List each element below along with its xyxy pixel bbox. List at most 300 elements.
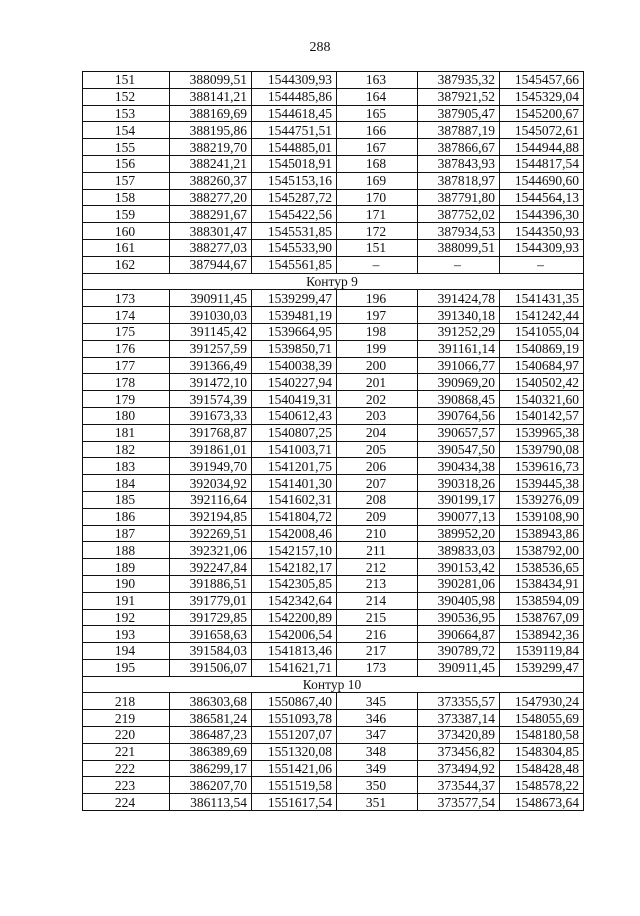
y-coordinate-cell: 1545018,91 bbox=[252, 155, 337, 172]
y-coordinate-cell: 1541003,71 bbox=[252, 441, 337, 458]
point-number-cell: 188 bbox=[83, 542, 170, 559]
y-coordinate-cell: 1539616,73 bbox=[500, 458, 584, 475]
point-number-cell: 217 bbox=[337, 643, 418, 660]
y-coordinate-cell: 1544751,51 bbox=[252, 122, 337, 139]
x-coordinate-cell: 390764,56 bbox=[418, 407, 500, 424]
y-coordinate-cell: 1540502,42 bbox=[500, 374, 584, 391]
x-coordinate-cell: 391861,01 bbox=[170, 441, 252, 458]
y-coordinate-cell: 1541431,35 bbox=[500, 290, 584, 307]
x-coordinate-cell: 390199,17 bbox=[418, 491, 500, 508]
y-coordinate-cell: 1541804,72 bbox=[252, 508, 337, 525]
point-number-cell: 171 bbox=[337, 206, 418, 223]
y-coordinate-cell: 1540684,97 bbox=[500, 357, 584, 374]
y-coordinate-cell: 1550867,40 bbox=[252, 693, 337, 710]
point-number-cell: 173 bbox=[337, 659, 418, 676]
point-number-cell: 207 bbox=[337, 475, 418, 492]
x-coordinate-cell: 391030,03 bbox=[170, 307, 252, 324]
x-coordinate-cell: 386299,17 bbox=[170, 760, 252, 777]
point-number-cell: 156 bbox=[83, 155, 170, 172]
point-number-cell: 345 bbox=[337, 693, 418, 710]
point-number-cell: 223 bbox=[83, 777, 170, 794]
point-number-cell: – bbox=[337, 256, 418, 273]
point-number-cell: 193 bbox=[83, 626, 170, 643]
x-coordinate-cell: 390789,72 bbox=[418, 643, 500, 660]
point-number-cell: 154 bbox=[83, 122, 170, 139]
table-row bbox=[83, 475, 584, 492]
point-number-cell: 202 bbox=[337, 391, 418, 408]
y-coordinate-cell: 1541055,04 bbox=[500, 323, 584, 340]
x-coordinate-cell: 373494,92 bbox=[418, 760, 500, 777]
point-number-cell: 200 bbox=[337, 357, 418, 374]
table-row bbox=[83, 458, 584, 475]
y-coordinate-cell: 1539481,19 bbox=[252, 307, 337, 324]
x-coordinate-cell: 387752,02 bbox=[418, 206, 500, 223]
x-coordinate-cell: 392269,51 bbox=[170, 525, 252, 542]
y-coordinate-cell: 1551207,07 bbox=[252, 727, 337, 744]
point-number-cell: 192 bbox=[83, 609, 170, 626]
coordinates-table bbox=[82, 71, 584, 811]
point-number-cell: 187 bbox=[83, 525, 170, 542]
table-row bbox=[83, 172, 584, 189]
point-number-cell: 174 bbox=[83, 307, 170, 324]
x-coordinate-cell: 391424,78 bbox=[418, 290, 500, 307]
y-coordinate-cell: 1545533,90 bbox=[252, 239, 337, 256]
y-coordinate-cell: 1548673,64 bbox=[500, 794, 584, 811]
x-coordinate-cell: 391574,39 bbox=[170, 391, 252, 408]
point-number-cell: 166 bbox=[337, 122, 418, 139]
point-number-cell: 219 bbox=[83, 710, 170, 727]
x-coordinate-cell: 392247,84 bbox=[170, 559, 252, 576]
contour-heading: Контур 9 bbox=[83, 273, 584, 290]
x-coordinate-cell: 386113,54 bbox=[170, 794, 252, 811]
x-coordinate-cell: 373456,82 bbox=[418, 743, 500, 760]
y-coordinate-cell: 1542182,17 bbox=[252, 559, 337, 576]
y-coordinate-cell: 1544309,93 bbox=[252, 72, 337, 89]
y-coordinate-cell: 1544944,88 bbox=[500, 139, 584, 156]
y-coordinate-cell: 1538792,00 bbox=[500, 542, 584, 559]
point-number-cell: 204 bbox=[337, 424, 418, 441]
y-coordinate-cell: 1539299,47 bbox=[252, 290, 337, 307]
x-coordinate-cell: 390657,57 bbox=[418, 424, 500, 441]
y-coordinate-cell: 1551093,78 bbox=[252, 710, 337, 727]
point-number-cell: 221 bbox=[83, 743, 170, 760]
y-coordinate-cell: 1539108,90 bbox=[500, 508, 584, 525]
y-coordinate-cell: 1538536,65 bbox=[500, 559, 584, 576]
x-coordinate-cell: 392116,64 bbox=[170, 491, 252, 508]
x-coordinate-cell: 389833,03 bbox=[418, 542, 500, 559]
x-coordinate-cell: 388260,37 bbox=[170, 172, 252, 189]
table-row bbox=[83, 592, 584, 609]
x-coordinate-cell: 386207,70 bbox=[170, 777, 252, 794]
x-coordinate-cell: 388291,67 bbox=[170, 206, 252, 223]
point-number-cell: 198 bbox=[337, 323, 418, 340]
y-coordinate-cell: 1540807,25 bbox=[252, 424, 337, 441]
point-number-cell: 351 bbox=[337, 794, 418, 811]
table-row bbox=[83, 223, 584, 240]
point-number-cell: 165 bbox=[337, 105, 418, 122]
y-coordinate-cell: 1545561,85 bbox=[252, 256, 337, 273]
y-coordinate-cell: 1545329,04 bbox=[500, 88, 584, 105]
contour-heading: Контур 10 bbox=[83, 676, 584, 693]
table-row bbox=[83, 626, 584, 643]
point-number-cell: 224 bbox=[83, 794, 170, 811]
x-coordinate-cell: 388301,47 bbox=[170, 223, 252, 240]
table-row bbox=[83, 525, 584, 542]
y-coordinate-cell: 1541201,75 bbox=[252, 458, 337, 475]
y-coordinate-cell: 1541621,71 bbox=[252, 659, 337, 676]
point-number-cell: 151 bbox=[83, 72, 170, 89]
y-coordinate-cell: 1545287,72 bbox=[252, 189, 337, 206]
y-coordinate-cell: 1544690,60 bbox=[500, 172, 584, 189]
table-row bbox=[83, 307, 584, 324]
y-coordinate-cell: 1540142,57 bbox=[500, 407, 584, 424]
y-coordinate-cell: 1545153,16 bbox=[252, 172, 337, 189]
x-coordinate-cell: 391366,49 bbox=[170, 357, 252, 374]
x-coordinate-cell: 391673,33 bbox=[170, 407, 252, 424]
x-coordinate-cell: 391949,70 bbox=[170, 458, 252, 475]
y-coordinate-cell: 1542157,10 bbox=[252, 542, 337, 559]
x-coordinate-cell: 388141,21 bbox=[170, 88, 252, 105]
x-coordinate-cell: 390547,50 bbox=[418, 441, 500, 458]
x-coordinate-cell: 391161,14 bbox=[418, 340, 500, 357]
table-row bbox=[83, 559, 584, 576]
point-number-cell: 201 bbox=[337, 374, 418, 391]
y-coordinate-cell: 1545531,85 bbox=[252, 223, 337, 240]
point-number-cell: 177 bbox=[83, 357, 170, 374]
point-number-cell: 213 bbox=[337, 575, 418, 592]
x-coordinate-cell: 387921,52 bbox=[418, 88, 500, 105]
x-coordinate-cell: 391768,87 bbox=[170, 424, 252, 441]
y-coordinate-cell: 1538434,91 bbox=[500, 575, 584, 592]
page-number: 288 bbox=[309, 40, 331, 55]
x-coordinate-cell: – bbox=[418, 256, 500, 273]
point-number-cell: 155 bbox=[83, 139, 170, 156]
x-coordinate-cell: 391779,01 bbox=[170, 592, 252, 609]
point-number-cell: 189 bbox=[83, 559, 170, 576]
point-number-cell: 161 bbox=[83, 239, 170, 256]
x-coordinate-cell: 391340,18 bbox=[418, 307, 500, 324]
point-number-cell: 348 bbox=[337, 743, 418, 760]
point-number-cell: 178 bbox=[83, 374, 170, 391]
y-coordinate-cell: 1551421,06 bbox=[252, 760, 337, 777]
x-coordinate-cell: 390911,45 bbox=[170, 290, 252, 307]
y-coordinate-cell: 1540612,43 bbox=[252, 407, 337, 424]
point-number-cell: 180 bbox=[83, 407, 170, 424]
y-coordinate-cell: 1542008,46 bbox=[252, 525, 337, 542]
y-coordinate-cell: 1540038,39 bbox=[252, 357, 337, 374]
x-coordinate-cell: 373544,37 bbox=[418, 777, 500, 794]
x-coordinate-cell: 390153,42 bbox=[418, 559, 500, 576]
point-number-cell: 215 bbox=[337, 609, 418, 626]
table-row bbox=[83, 441, 584, 458]
y-coordinate-cell: 1542006,54 bbox=[252, 626, 337, 643]
contour-heading-row bbox=[83, 676, 584, 693]
point-number-cell: 173 bbox=[83, 290, 170, 307]
y-coordinate-cell: 1545422,56 bbox=[252, 206, 337, 223]
point-number-cell: 205 bbox=[337, 441, 418, 458]
y-coordinate-cell: 1542200,89 bbox=[252, 609, 337, 626]
table-row bbox=[83, 659, 584, 676]
table-row bbox=[83, 424, 584, 441]
x-coordinate-cell: 392321,06 bbox=[170, 542, 252, 559]
table-row bbox=[83, 609, 584, 626]
point-number-cell: 203 bbox=[337, 407, 418, 424]
point-number-cell: 197 bbox=[337, 307, 418, 324]
y-coordinate-cell: 1539850,71 bbox=[252, 340, 337, 357]
point-number-cell: 176 bbox=[83, 340, 170, 357]
y-coordinate-cell: 1538594,09 bbox=[500, 592, 584, 609]
x-coordinate-cell: 388099,51 bbox=[170, 72, 252, 89]
y-coordinate-cell: 1539276,09 bbox=[500, 491, 584, 508]
x-coordinate-cell: 373420,89 bbox=[418, 727, 500, 744]
y-coordinate-cell: 1540419,31 bbox=[252, 391, 337, 408]
x-coordinate-cell: 386389,69 bbox=[170, 743, 252, 760]
y-coordinate-cell: 1551519,58 bbox=[252, 777, 337, 794]
point-number-cell: 220 bbox=[83, 727, 170, 744]
table-row bbox=[83, 542, 584, 559]
y-coordinate-cell: 1538767,09 bbox=[500, 609, 584, 626]
y-coordinate-cell: 1539445,38 bbox=[500, 475, 584, 492]
y-coordinate-cell: 1541401,30 bbox=[252, 475, 337, 492]
y-coordinate-cell: 1541813,46 bbox=[252, 643, 337, 660]
y-coordinate-cell: 1542305,85 bbox=[252, 575, 337, 592]
point-number-cell: 182 bbox=[83, 441, 170, 458]
x-coordinate-cell: 387944,67 bbox=[170, 256, 252, 273]
y-coordinate-cell: 1544396,30 bbox=[500, 206, 584, 223]
point-number-cell: 199 bbox=[337, 340, 418, 357]
point-number-cell: 175 bbox=[83, 323, 170, 340]
x-coordinate-cell: 391257,59 bbox=[170, 340, 252, 357]
x-coordinate-cell: 388195,86 bbox=[170, 122, 252, 139]
point-number-cell: 172 bbox=[337, 223, 418, 240]
x-coordinate-cell: 387887,19 bbox=[418, 122, 500, 139]
point-number-cell: 216 bbox=[337, 626, 418, 643]
contour-heading-row bbox=[83, 273, 584, 290]
table-row bbox=[83, 357, 584, 374]
x-coordinate-cell: 387935,32 bbox=[418, 72, 500, 89]
x-coordinate-cell: 386487,23 bbox=[170, 727, 252, 744]
y-coordinate-cell: 1539664,95 bbox=[252, 323, 337, 340]
x-coordinate-cell: 373577,54 bbox=[418, 794, 500, 811]
point-number-cell: 190 bbox=[83, 575, 170, 592]
x-coordinate-cell: 388241,21 bbox=[170, 155, 252, 172]
x-coordinate-cell: 390318,26 bbox=[418, 475, 500, 492]
y-coordinate-cell: 1539965,38 bbox=[500, 424, 584, 441]
table-row bbox=[83, 710, 584, 727]
x-coordinate-cell: 390969,20 bbox=[418, 374, 500, 391]
point-number-cell: 184 bbox=[83, 475, 170, 492]
y-coordinate-cell: 1538943,86 bbox=[500, 525, 584, 542]
x-coordinate-cell: 390434,38 bbox=[418, 458, 500, 475]
table-row bbox=[83, 727, 584, 744]
x-coordinate-cell: 390911,45 bbox=[418, 659, 500, 676]
x-coordinate-cell: 390405,98 bbox=[418, 592, 500, 609]
x-coordinate-cell: 391472,10 bbox=[170, 374, 252, 391]
point-number-cell: 209 bbox=[337, 508, 418, 525]
x-coordinate-cell: 390536,95 bbox=[418, 609, 500, 626]
point-number-cell: 194 bbox=[83, 643, 170, 660]
point-number-cell: 158 bbox=[83, 189, 170, 206]
table-row bbox=[83, 391, 584, 408]
point-number-cell: 196 bbox=[337, 290, 418, 307]
table-row bbox=[83, 794, 584, 811]
x-coordinate-cell: 388277,03 bbox=[170, 239, 252, 256]
x-coordinate-cell: 386303,68 bbox=[170, 693, 252, 710]
y-coordinate-cell: 1545457,66 bbox=[500, 72, 584, 89]
point-number-cell: 222 bbox=[83, 760, 170, 777]
point-number-cell: 181 bbox=[83, 424, 170, 441]
y-coordinate-cell: 1540227,94 bbox=[252, 374, 337, 391]
table-row bbox=[83, 189, 584, 206]
point-number-cell: 350 bbox=[337, 777, 418, 794]
x-coordinate-cell: 391584,03 bbox=[170, 643, 252, 660]
y-coordinate-cell: 1548055,69 bbox=[500, 710, 584, 727]
y-coordinate-cell: 1540321,60 bbox=[500, 391, 584, 408]
table-row bbox=[83, 88, 584, 105]
point-number-cell: 151 bbox=[337, 239, 418, 256]
point-number-cell: 218 bbox=[83, 693, 170, 710]
x-coordinate-cell: 391145,42 bbox=[170, 323, 252, 340]
point-number-cell: 347 bbox=[337, 727, 418, 744]
point-number-cell: 168 bbox=[337, 155, 418, 172]
y-coordinate-cell: 1542342,64 bbox=[252, 592, 337, 609]
table-row bbox=[83, 760, 584, 777]
point-number-cell: 167 bbox=[337, 139, 418, 156]
x-coordinate-cell: 390077,13 bbox=[418, 508, 500, 525]
point-number-cell: 164 bbox=[337, 88, 418, 105]
point-number-cell: 153 bbox=[83, 105, 170, 122]
point-number-cell: 186 bbox=[83, 508, 170, 525]
x-coordinate-cell: 386581,24 bbox=[170, 710, 252, 727]
y-coordinate-cell: 1538942,36 bbox=[500, 626, 584, 643]
x-coordinate-cell: 390868,45 bbox=[418, 391, 500, 408]
point-number-cell: 169 bbox=[337, 172, 418, 189]
x-coordinate-cell: 390281,06 bbox=[418, 575, 500, 592]
point-number-cell: 185 bbox=[83, 491, 170, 508]
table-row bbox=[83, 407, 584, 424]
x-coordinate-cell: 391066,77 bbox=[418, 357, 500, 374]
x-coordinate-cell: 391886,51 bbox=[170, 575, 252, 592]
y-coordinate-cell: 1547930,24 bbox=[500, 693, 584, 710]
point-number-cell: 183 bbox=[83, 458, 170, 475]
point-number-cell: 162 bbox=[83, 256, 170, 273]
y-coordinate-cell: 1544485,86 bbox=[252, 88, 337, 105]
table-row bbox=[83, 743, 584, 760]
x-coordinate-cell: 387843,93 bbox=[418, 155, 500, 172]
x-coordinate-cell: 391252,29 bbox=[418, 323, 500, 340]
table-row bbox=[83, 575, 584, 592]
x-coordinate-cell: 388099,51 bbox=[418, 239, 500, 256]
x-coordinate-cell: 387791,80 bbox=[418, 189, 500, 206]
table-row bbox=[83, 72, 584, 89]
y-coordinate-cell: 1544885,01 bbox=[252, 139, 337, 156]
y-coordinate-cell: 1548428,48 bbox=[500, 760, 584, 777]
y-coordinate-cell: 1545200,67 bbox=[500, 105, 584, 122]
table-row bbox=[83, 491, 584, 508]
y-coordinate-cell: 1540869,19 bbox=[500, 340, 584, 357]
table-row bbox=[83, 374, 584, 391]
point-number-cell: 208 bbox=[337, 491, 418, 508]
table-row bbox=[83, 105, 584, 122]
y-coordinate-cell: 1539119,84 bbox=[500, 643, 584, 660]
x-coordinate-cell: 388277,20 bbox=[170, 189, 252, 206]
table-row bbox=[83, 693, 584, 710]
x-coordinate-cell: 373355,57 bbox=[418, 693, 500, 710]
y-coordinate-cell: 1541242,44 bbox=[500, 307, 584, 324]
table-row bbox=[83, 290, 584, 307]
y-coordinate-cell: 1551617,54 bbox=[252, 794, 337, 811]
table-row bbox=[83, 323, 584, 340]
x-coordinate-cell: 387905,47 bbox=[418, 105, 500, 122]
table-row bbox=[83, 122, 584, 139]
y-coordinate-cell: 1544564,13 bbox=[500, 189, 584, 206]
point-number-cell: 179 bbox=[83, 391, 170, 408]
point-number-cell: 214 bbox=[337, 592, 418, 609]
y-coordinate-cell: 1551320,08 bbox=[252, 743, 337, 760]
y-coordinate-cell: – bbox=[500, 256, 584, 273]
point-number-cell: 349 bbox=[337, 760, 418, 777]
y-coordinate-cell: 1548578,22 bbox=[500, 777, 584, 794]
y-coordinate-cell: 1544350,93 bbox=[500, 223, 584, 240]
point-number-cell: 212 bbox=[337, 559, 418, 576]
table-row bbox=[83, 508, 584, 525]
x-coordinate-cell: 391729,85 bbox=[170, 609, 252, 626]
x-coordinate-cell: 391658,63 bbox=[170, 626, 252, 643]
y-coordinate-cell: 1545072,61 bbox=[500, 122, 584, 139]
point-number-cell: 346 bbox=[337, 710, 418, 727]
point-number-cell: 160 bbox=[83, 223, 170, 240]
x-coordinate-cell: 389952,20 bbox=[418, 525, 500, 542]
point-number-cell: 191 bbox=[83, 592, 170, 609]
x-coordinate-cell: 391506,07 bbox=[170, 659, 252, 676]
point-number-cell: 152 bbox=[83, 88, 170, 105]
point-number-cell: 159 bbox=[83, 206, 170, 223]
x-coordinate-cell: 387934,53 bbox=[418, 223, 500, 240]
y-coordinate-cell: 1548304,85 bbox=[500, 743, 584, 760]
x-coordinate-cell: 387818,97 bbox=[418, 172, 500, 189]
table-row bbox=[83, 239, 584, 256]
table-row bbox=[83, 777, 584, 794]
table-row bbox=[83, 155, 584, 172]
point-number-cell: 210 bbox=[337, 525, 418, 542]
y-coordinate-cell: 1539790,08 bbox=[500, 441, 584, 458]
x-coordinate-cell: 388169,69 bbox=[170, 105, 252, 122]
table-row bbox=[83, 643, 584, 660]
point-number-cell: 211 bbox=[337, 542, 418, 559]
point-number-cell: 157 bbox=[83, 172, 170, 189]
y-coordinate-cell: 1541602,31 bbox=[252, 491, 337, 508]
x-coordinate-cell: 390664,87 bbox=[418, 626, 500, 643]
coordinates-table-body bbox=[83, 72, 584, 811]
x-coordinate-cell: 392034,92 bbox=[170, 475, 252, 492]
y-coordinate-cell: 1544817,54 bbox=[500, 155, 584, 172]
point-number-cell: 195 bbox=[83, 659, 170, 676]
table-row bbox=[83, 139, 584, 156]
x-coordinate-cell: 387866,67 bbox=[418, 139, 500, 156]
point-number-cell: 206 bbox=[337, 458, 418, 475]
table-row bbox=[83, 206, 584, 223]
point-number-cell: 170 bbox=[337, 189, 418, 206]
point-number-cell: 163 bbox=[337, 72, 418, 89]
y-coordinate-cell: 1544309,93 bbox=[500, 239, 584, 256]
y-coordinate-cell: 1548180,58 bbox=[500, 727, 584, 744]
y-coordinate-cell: 1544618,45 bbox=[252, 105, 337, 122]
x-coordinate-cell: 373387,14 bbox=[418, 710, 500, 727]
y-coordinate-cell: 1539299,47 bbox=[500, 659, 584, 676]
x-coordinate-cell: 388219,70 bbox=[170, 139, 252, 156]
x-coordinate-cell: 392194,85 bbox=[170, 508, 252, 525]
table-row bbox=[83, 256, 584, 273]
